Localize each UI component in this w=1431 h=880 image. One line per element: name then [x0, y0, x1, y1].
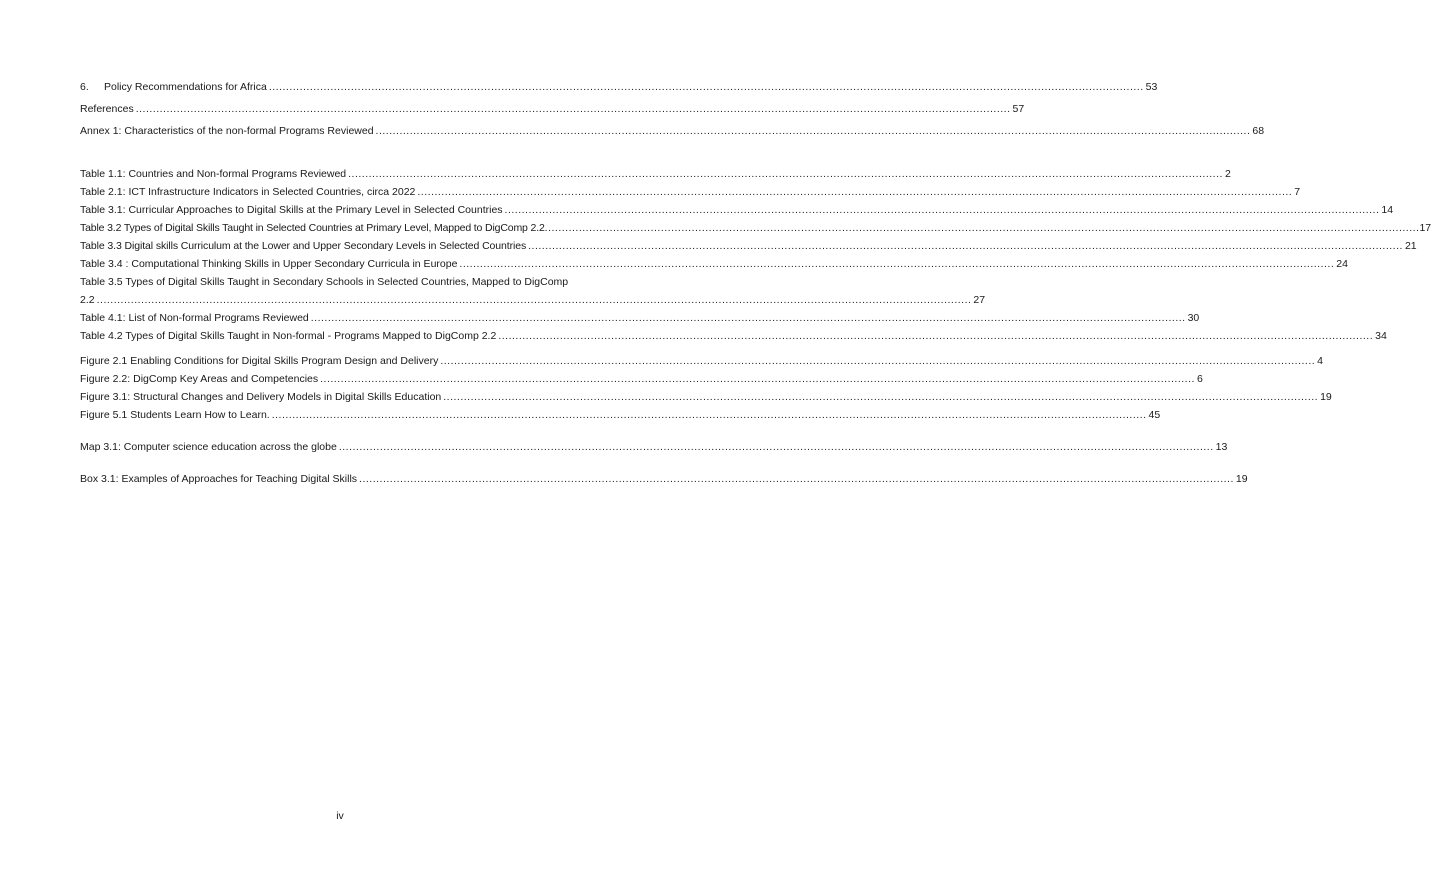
page-number: iv [336, 810, 344, 822]
table-entry-title: Table 3.4 : Computational Thinking Skills in Upper Secondary Curricula in Europe [80, 258, 458, 270]
map-entry-page: 13 [1215, 441, 1228, 453]
leader-dots [505, 201, 1380, 219]
table-entry-page: 34 [1375, 330, 1387, 342]
leader-dots [269, 78, 1144, 96]
toc-entry-chapter-6[interactable] [80, 78, 1158, 96]
figure-entry-title: Figure 5.1 Students Learn How to Learn. [80, 409, 270, 421]
table-entry-page: 17 [1419, 222, 1431, 234]
table-entry-page: 21 [1404, 240, 1417, 252]
figure-entry-title: Figure 3.1: Structural Changes and Delivery Models in Digital Skills Education [80, 391, 442, 403]
toc-main-section [80, 78, 1265, 140]
table-entry[interactable] [80, 291, 986, 309]
table-entry-wrapped-line[interactable] [80, 273, 600, 291]
toc-entry-title: Policy Recommendations for Africa [104, 81, 267, 93]
figure-entry-page: 45 [1148, 409, 1161, 421]
chapter-number: 6. [80, 81, 89, 93]
table-entry-title: Table 2.1: ICT Infrastructure Indicators in Selected Countries, circa 2022 [80, 186, 416, 198]
leader-dots [97, 291, 972, 309]
table-entry-title-continued: 2.2 [80, 294, 95, 306]
table-entry[interactable] [80, 183, 1301, 201]
table-entry-title: Table 3.2 Types of Digital Skills Taught in Selected Countries at Primary Level, Mapped to DigComp 2.2 [80, 222, 545, 234]
table-entry-page: 7 [1294, 186, 1301, 198]
leader-dots [348, 165, 1223, 183]
leader-dots [339, 438, 1214, 456]
list-of-maps [80, 438, 1228, 456]
table-entry-title: Table 1.1: Countries and Non-formal Programs Reviewed [80, 168, 347, 180]
list-of-boxes [80, 470, 1248, 488]
toc-entry-title: Annex 1: Characteristics of the non-formal Programs Reviewed [80, 125, 374, 137]
leader-dots [545, 219, 1420, 237]
leader-dots [443, 388, 1318, 406]
table-entry-page: 2 [1224, 168, 1231, 180]
list-of-figures [80, 352, 1332, 424]
leader-dots [459, 255, 1334, 273]
table-entry-title: Table 3.5 Types of Digital Skills Taught in Secondary Schools in Selected Countries, Mapped to DigComp [80, 276, 569, 288]
table-entry-page: 30 [1187, 312, 1200, 324]
figure-entry-title: Figure 2.2: DigComp Key Areas and Competencies [80, 373, 319, 385]
table-entry[interactable] [80, 237, 1417, 255]
leader-dots [359, 470, 1234, 488]
figure-entry[interactable] [80, 370, 1203, 388]
box-entry-title: Box 3.1: Examples of Approaches for Teaching Digital Skills [80, 473, 358, 485]
figure-entry[interactable] [80, 388, 1332, 406]
leader-dots [417, 183, 1292, 201]
table-entry-page: 27 [973, 294, 986, 306]
toc-entry-references[interactable] [80, 100, 1025, 118]
figure-entry-title: Figure 2.1 Enabling Conditions for Digital Skills Program Design and Delivery [80, 355, 439, 367]
table-entry-page: 24 [1336, 258, 1348, 270]
table-entry-title: Table 3.1: Curricular Approaches to Digital Skills at the Primary Level in Selected Countries [80, 204, 503, 216]
list-of-tables [80, 165, 1431, 345]
toc-entry-page: 68 [1252, 125, 1265, 137]
table-entry[interactable] [80, 165, 1231, 183]
figure-entry-page: 4 [1317, 355, 1323, 367]
table-entry[interactable] [80, 255, 1348, 273]
table-entry[interactable] [80, 201, 1394, 219]
toc-entry-annex-1[interactable] [80, 122, 1265, 140]
leader-dots [136, 100, 1011, 118]
table-entry[interactable] [80, 327, 1387, 345]
box-entry-page: 19 [1235, 473, 1248, 485]
map-entry-title: Map 3.1: Computer science education across the globe [80, 441, 337, 453]
table-entry[interactable] [80, 219, 1431, 237]
leader-dots [498, 327, 1373, 345]
toc-entry-title: References [80, 103, 134, 115]
figure-entry-page: 6 [1196, 373, 1203, 385]
map-entry[interactable] [80, 438, 1228, 456]
leader-dots [440, 352, 1315, 370]
toc-entry-page: 53 [1145, 81, 1158, 93]
leader-dots [528, 237, 1403, 255]
leader-dots [272, 406, 1147, 424]
figure-entry-page: 19 [1320, 391, 1332, 403]
table-entry-title: Table 4.2 Types of Digital Skills Taught in Non-formal - Programs Mapped to DigComp 2.2 [80, 330, 497, 342]
figure-entry[interactable] [80, 352, 1323, 370]
table-entry-title: Table 4.1: List of Non-formal Programs Reviewed [80, 312, 309, 324]
figure-entry[interactable] [80, 406, 1161, 424]
table-entry-title: Table 3.3 Digital skills Curriculum at the Lower and Upper Secondary Levels in Selected Countries [80, 240, 527, 252]
leader-dots [311, 309, 1186, 327]
leader-dots [320, 370, 1195, 388]
box-entry[interactable] [80, 470, 1248, 488]
toc-entry-page: 57 [1012, 103, 1025, 115]
table-entry-page: 14 [1381, 204, 1394, 216]
leader-dots [376, 122, 1251, 140]
table-entry[interactable] [80, 309, 1200, 327]
